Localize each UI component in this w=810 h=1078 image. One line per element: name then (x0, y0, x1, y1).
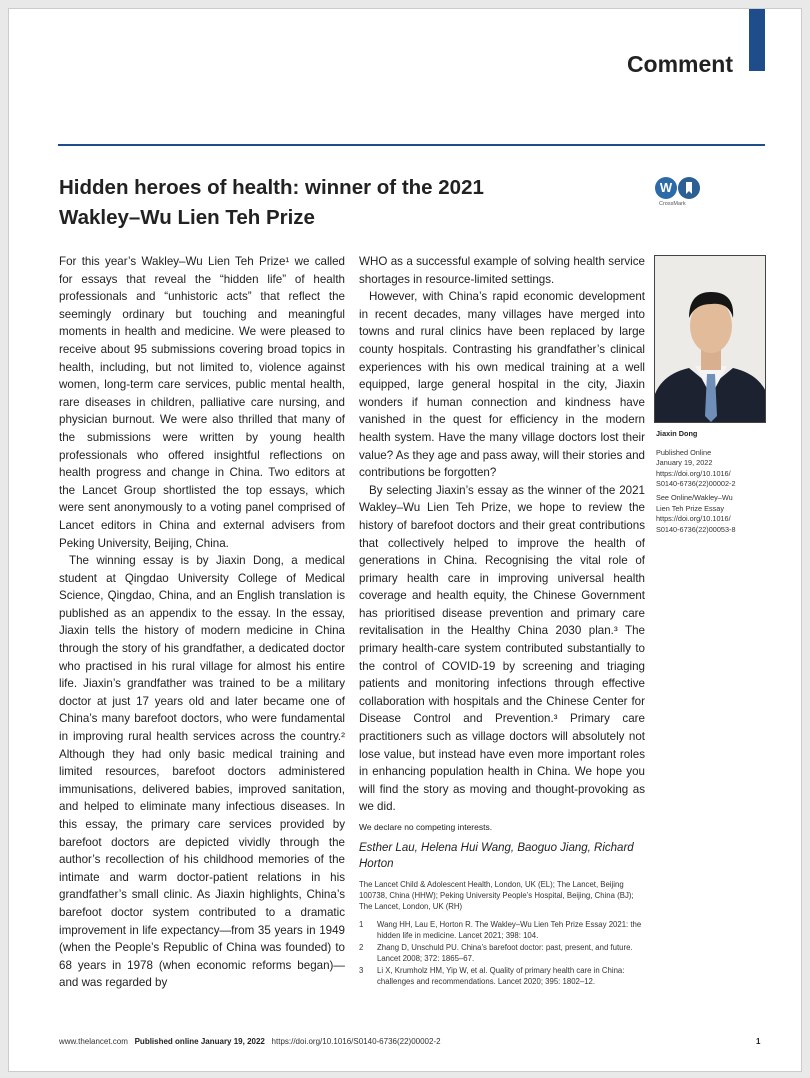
doi-link[interactable]: S0140-6736(22)00002-2 (656, 479, 736, 489)
column-right (359, 253, 645, 989)
section-color-tab (749, 9, 765, 71)
title-line-1: Hidden heroes of health: winner of the 2021 (59, 176, 484, 199)
column-left (59, 253, 345, 992)
doi-link[interactable]: https://doi.org/10.1016/ (656, 468, 731, 478)
footer-doi[interactable]: https://doi.org/10.1016/S0140-6736(22)00002-2 (271, 1037, 441, 1046)
section-label: Comment (626, 51, 733, 77)
see-online-link[interactable]: Lien Teh Prize Essay (656, 503, 725, 513)
paragraph: WHO as a successful example of solving health service shortages in resource-limited settings. (359, 255, 645, 286)
paragraph: However, with China’s rapid economic development in recent decades, many villages have merged into towns and rural clinics have been replaced by large county hospitals. Contrasting his grandfather’s clinical experiences with his own medical training at a well equipped, large general hospital in the city, Jiaxin wonders if human connection and kindness have vanished in the quest for efficiency in the modern health system. Have the many village doctors lost their value? As they age and pass away, will their stories and contributions be forgotten? (359, 290, 645, 480)
author-list: Esther Lau, Helena Hui Wang, Baoguo Jiang, Richard Horton (359, 842, 634, 870)
photo-caption: Jiaxin Dong (656, 429, 698, 438)
paragraph: The winning essay is by Jiaxin Dong, a medical student at Qingdao University College of Medical Science, Qingdao, China, and an English translation is published as an appendix to the essay. In the essay, Jiaxin tells the history of modern medicine in China through the story of his grandfather, a dedicated doctor who practised in his rural village for almost his entire life. Jiaxin’s grandfather was trained to be a military doctor at just 17 years old and later became one of China’s many barefoot doctors, who were fundamental in improving rural health services across the country.² Although they had only basic medical training and limited resources, barefoot doctors administered immunisations, delivered babies, improved sanitation, and helped to eliminate many infectious diseases. In this essay, the primary care services provided by barefoot doctors are depicted vividly through the author’s recollection of his childhood memories of the intimate and warm doctor-patient relations in his grandfather’s small clinic. As Jiaxin highlights, China’s barefoot doctor system contributed to a dramatic improvement in life expectancy—from 35 years in 1949 (when the People’s Republic of China was founded) to 68 years in 1978 (when economic reforms began)—and was regarded by (59, 554, 345, 990)
reference-list (359, 920, 645, 987)
paragraph: By selecting Jiaxin’s essay as the winner of the 2021 Wakley–Wu Lien Teh Prize, we hope to review the history of barefoot doctors and their great contributions that collectively helped to improve the health of generations in China. Recognising the vital role of primary health care in improving universal health coverage and health equity, the Chinese Government has prioritised disease prevention and primary care revitalisation in the Healthy China 2030 plan.³ The primary health-care system contributed substantially to the control of COVID-19 by screening and triaging patients and monitoring infections through effective collaboration with hospitals and the Chinese Center for Disease Control and Prevention.³ Primary care practitioners such as village doctors will absolutely not lose value, but instead have even more important roles in enhancing population health in China. We hope you will find the story as moving and thought-provoking as we did. (359, 483, 645, 814)
reference-item: 1 Wang HH, Lau E, Horton R. The Wakley–Wu Lien Teh Prize Essay 2021: the hidden life in medicine. Lancet 2021; 398: 104. (359, 920, 642, 940)
footer-published: Published online January 19, 2022 (134, 1037, 265, 1046)
page-number: 1 (756, 1037, 761, 1046)
header-rule (58, 144, 765, 146)
see-online-link[interactable]: See Online/Wakley–Wu (656, 492, 733, 502)
competing-interests: We declare no competing interests. (359, 822, 493, 832)
sidebar (656, 429, 776, 535)
published-label: Published Online (656, 447, 712, 457)
paragraph: For this year’s Wakley–Wu Lien Teh Prize¹ we called for essays that reveal the “hidden life” of health professionals and “unhistoric acts” that reflect the seemingly ordinary but touching and meaningful moments in health and medicine. We were pleased to receive about 95 submissions covering broad topics in health, including, but not limited to, violence against women, long-term care services, public mental health, rare diseases in children, palliative care nursing, and physician burnout. We were also thrilled that many of the submissions were written by young health professionals who offered insightful reflections on health progress and change in China. Two editors at the Lancet Group shortlisted the top essays, which were sent anonymously to a voting panel comprised of Lancet editors in China and external advisers from Peking University, Beijing, China. (59, 255, 345, 550)
crossmark-badge[interactable] (653, 177, 699, 215)
crossmark-icon: W (655, 177, 677, 199)
article-page (8, 8, 802, 1072)
page-footer (59, 1037, 441, 1046)
title-line-2: Wakley–Wu Lien Teh Prize (59, 206, 315, 229)
reference-item: 2 Zhang D, Unschuld PU. China’s barefoot doctor: past, present, and future. Lancet 2008; 372: 1865–67. (359, 943, 633, 963)
affiliations: The Lancet Child & Adolescent Health, London, UK (EL); The Lancet, Beijing 100738, China (HHW); Peking University People’s Hospital, Beijing, China (BJ); The Lancet, London, UK (RH) (359, 880, 634, 911)
author-photo (654, 255, 766, 423)
footer-site[interactable]: www.thelancet.com (59, 1037, 128, 1046)
doi-link[interactable]: https://doi.org/10.1016/ (656, 514, 731, 524)
crossmark-caption: CrossMark (659, 201, 686, 207)
doi-link[interactable]: S0140-6736(22)00053-8 (656, 524, 736, 534)
published-date: January 19, 2022 (656, 458, 713, 468)
article-title (59, 173, 539, 233)
bookmark-icon (678, 177, 700, 199)
reference-item: 3 Li X, Krumholz HM, Yip W, et al. Quality of primary health care in China: challenges and recommendations. Lancet 2020; 395: 1802–12. (359, 966, 625, 986)
